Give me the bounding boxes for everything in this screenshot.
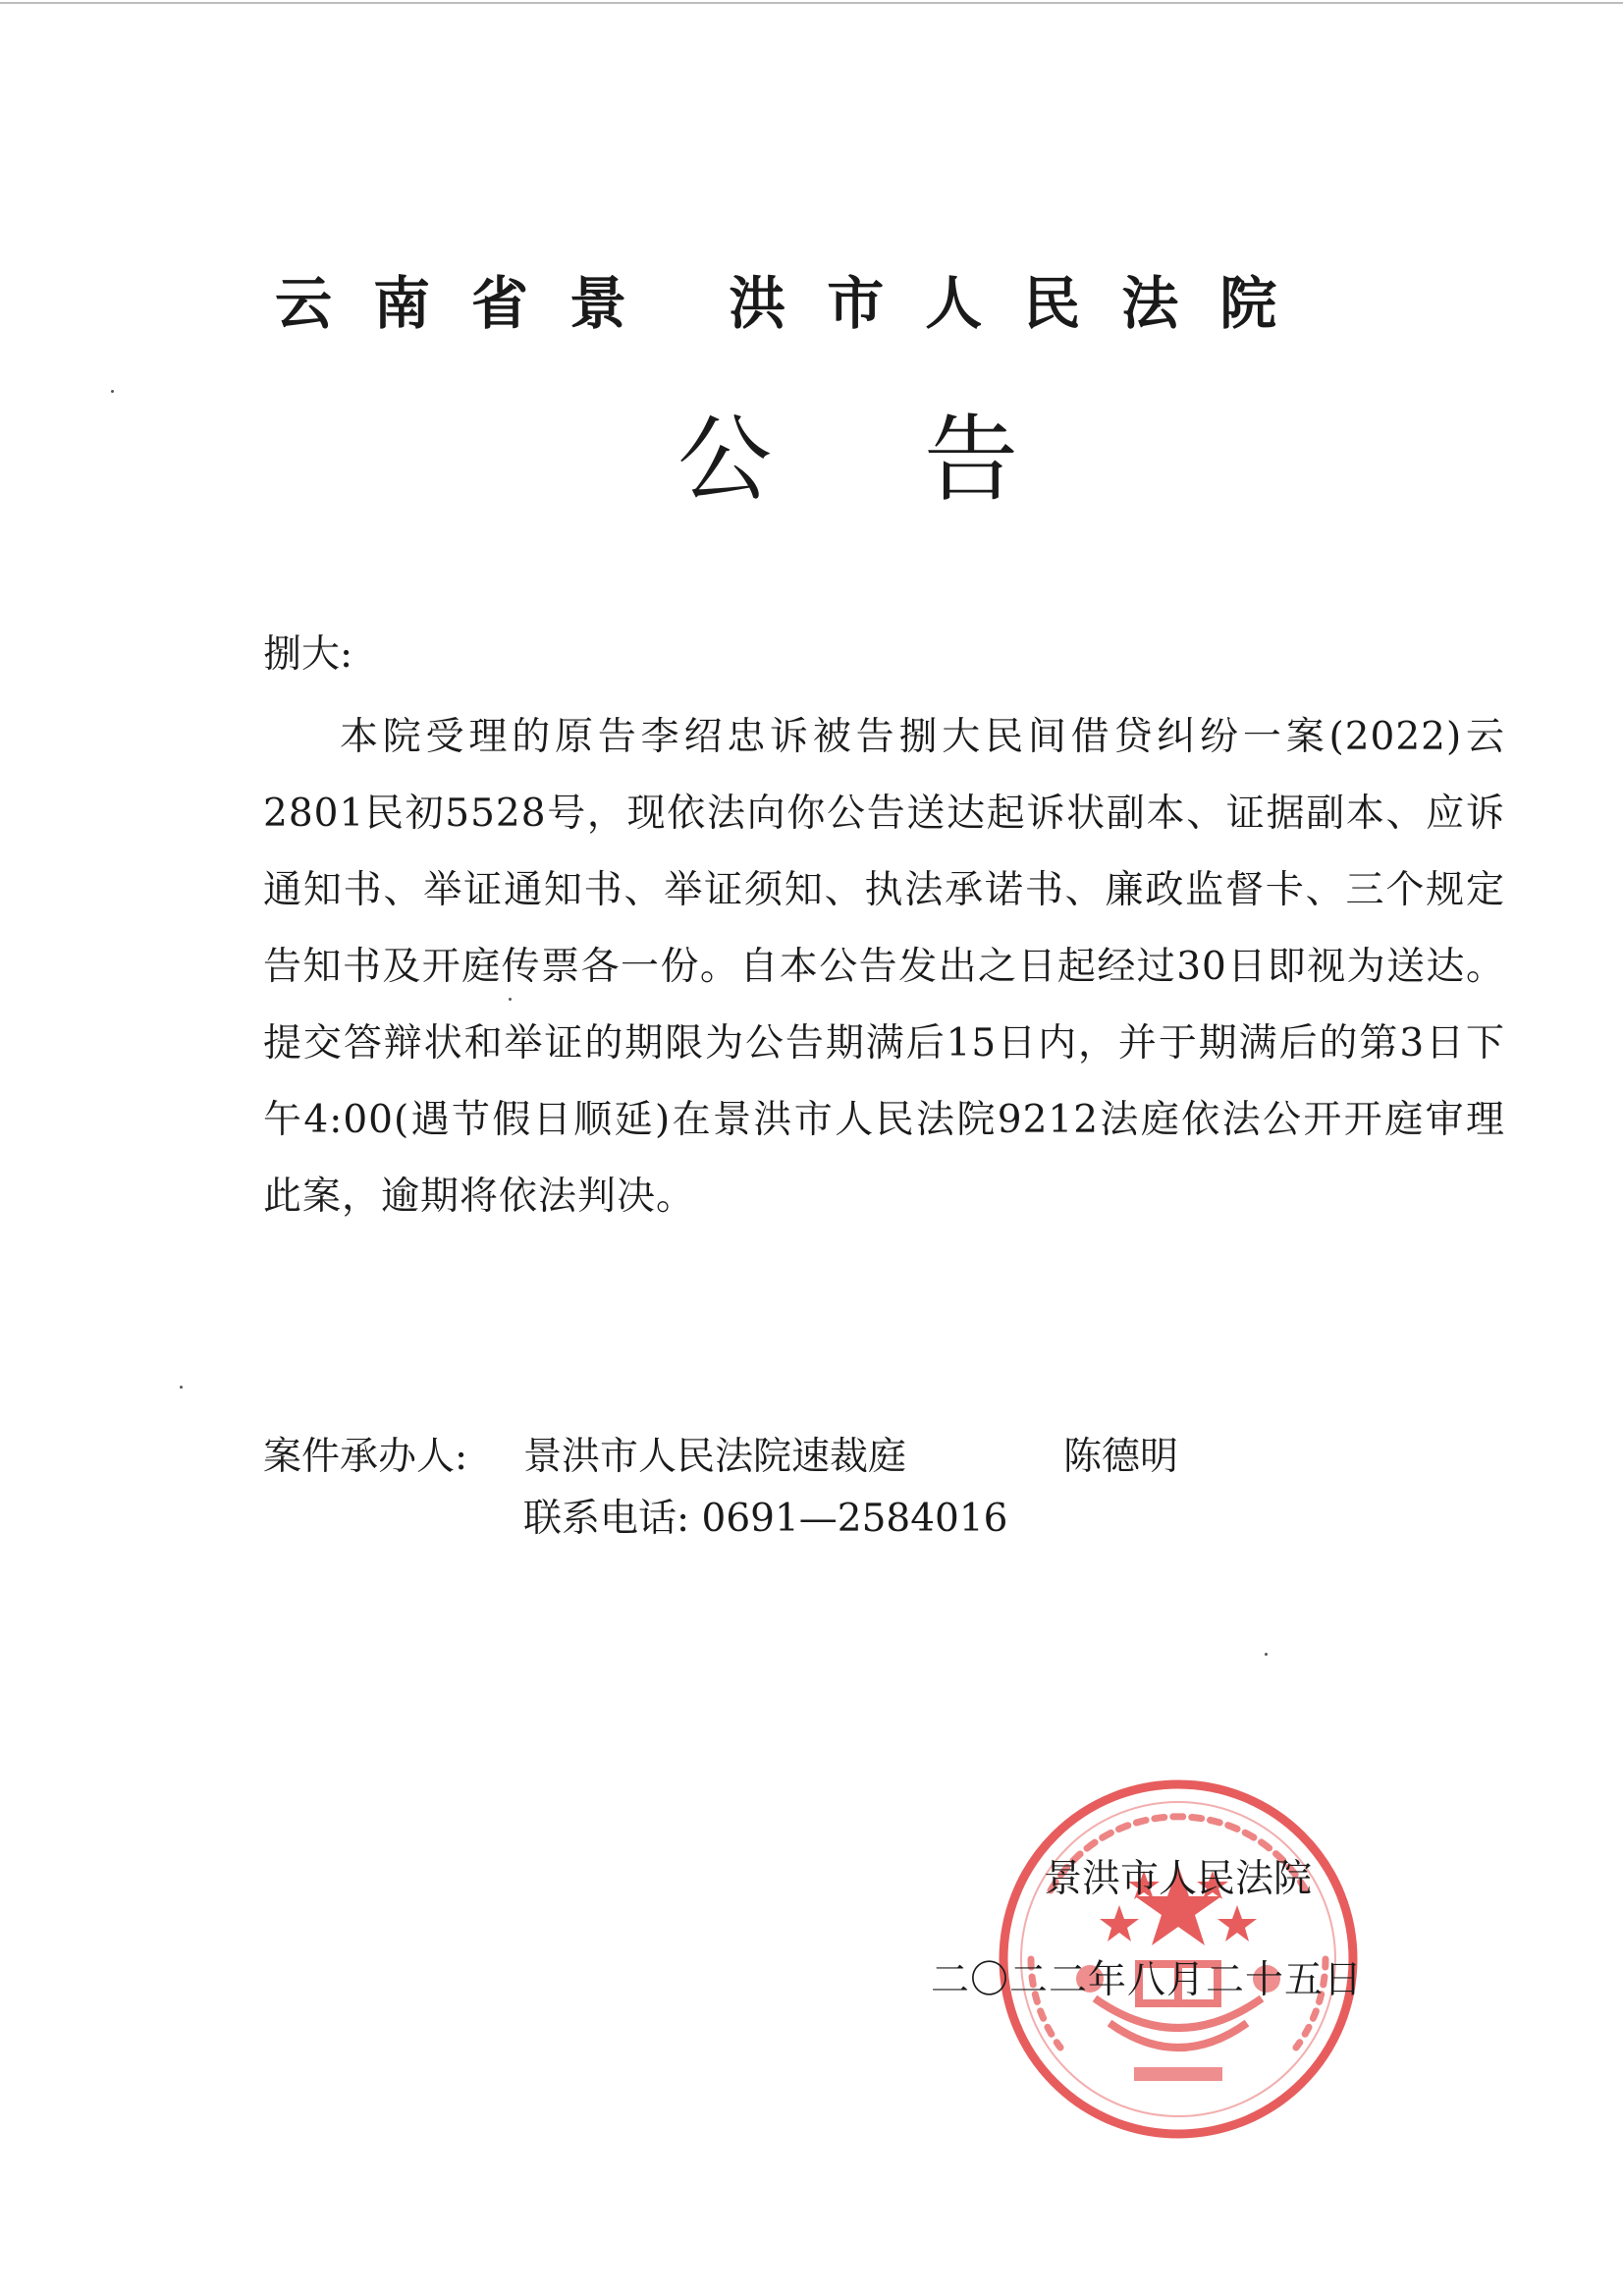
notice-title: 公告 <box>677 405 1170 515</box>
notice-body: 本院受理的原告李绍忠诉被告捌大民间借贷纠纷一案(2022)云2801民初5528号，现依法向你公告送达起诉状副本、证据副本、应诉通知书、举证通知书、举证须知、执法承诺书、廉政监督卡、三个规定告知书及开庭传票各一份。自本公告发出之日起经过30日即视为送达。提交答辩状和举证的期限为公告期满后15日内，并于期满后的第3日下午4:00(遇节假日顺延)在景洪市人民法院9212法庭依法公开开庭审理此案，逾期将依法判决。 <box>263 715 1505 1219</box>
addressee: 捌大: <box>263 632 353 677</box>
signature-court-name: 景洪市人民法院 <box>1044 1857 1313 1901</box>
court-name-heading: 云南省景 洪市人民法院 <box>275 270 1319 337</box>
case-handler-row <box>263 1426 1178 1481</box>
case-handler-label: 案件承办人: <box>263 1435 468 1479</box>
scan-speck <box>509 998 512 1001</box>
case-handler-department: 景洪市人民法院速裁庭 <box>523 1435 907 1479</box>
case-handler-name: 陈德明 <box>1063 1435 1179 1479</box>
contact-phone: 联系电话: 0691—2584016 <box>523 1497 1008 1541</box>
scan-edge-line <box>0 2 1623 4</box>
scan-speck <box>1265 1653 1268 1656</box>
signature-date: 二〇二二年八月二十五日 <box>931 1958 1364 2002</box>
scan-speck <box>180 1386 183 1389</box>
scan-speck <box>111 390 114 393</box>
